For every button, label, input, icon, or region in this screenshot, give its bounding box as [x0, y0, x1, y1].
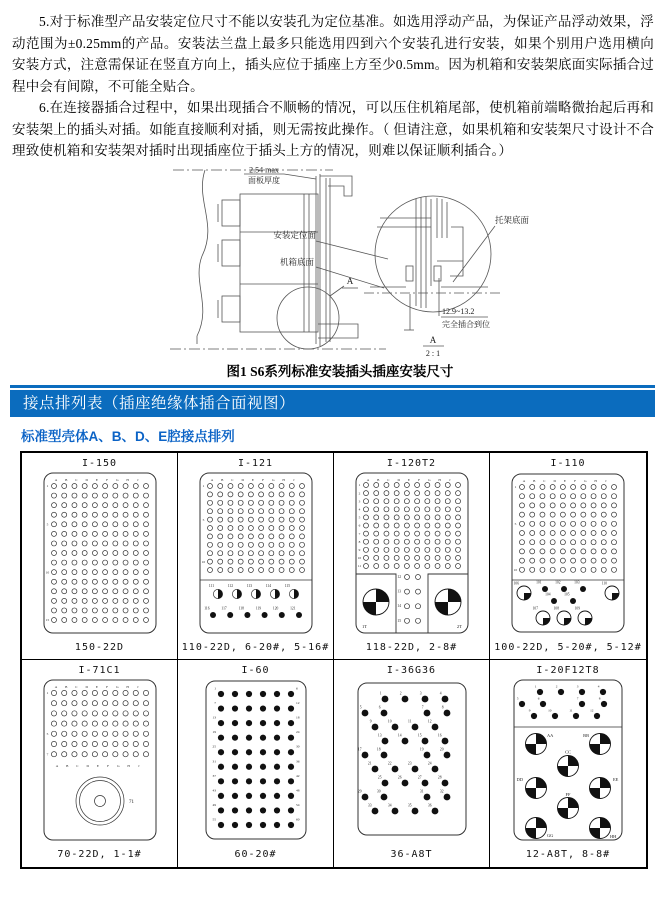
svg-text:C: C	[386, 477, 390, 482]
svg-text:F: F	[417, 477, 420, 482]
svg-text:4: 4	[597, 684, 600, 688]
connector-title: I-60	[241, 664, 270, 676]
connector-label: 100-22D, 5-20#, 5-12#	[494, 641, 642, 653]
svg-text:A: A	[366, 477, 369, 482]
svg-text:16: 16	[437, 733, 441, 737]
detail-name-label: A	[429, 334, 437, 345]
connector-diagram-I-71C1	[25, 677, 175, 849]
svg-text:1: 1	[213, 686, 216, 690]
connector-label: 70-22D, 1-1#	[57, 848, 142, 860]
svg-text:116: 116	[203, 606, 209, 610]
svg-text:H: H	[125, 477, 129, 482]
svg-text:E: E	[96, 763, 99, 768]
svg-text:1: 1	[358, 482, 360, 487]
svg-text:19: 19	[419, 747, 423, 751]
svg-text:7: 7	[358, 531, 360, 536]
connector-cell-I-110	[490, 453, 646, 660]
svg-text:21: 21	[367, 761, 371, 765]
svg-text:114: 114	[265, 583, 271, 588]
svg-text:F: F	[105, 477, 108, 482]
svg-text:10: 10	[387, 719, 391, 723]
svg-text:C: C	[74, 477, 78, 482]
svg-text:C: C	[230, 477, 234, 482]
svg-text:119: 119	[255, 606, 261, 610]
svg-text:113: 113	[246, 583, 252, 588]
connector-title: I-150	[81, 457, 118, 469]
svg-text:D: D	[84, 477, 88, 482]
panel-thickness-label: 面板厚度	[248, 175, 280, 185]
svg-text:10: 10	[357, 555, 361, 560]
connector-title: I-110	[550, 457, 586, 469]
svg-text:G: G	[115, 684, 119, 689]
connector-diagram-I-36G36	[337, 677, 487, 849]
svg-text:25: 25	[212, 744, 216, 749]
svg-text:AA: AA	[547, 732, 554, 738]
svg-text:BB: BB	[583, 732, 589, 738]
svg-text:55: 55	[212, 817, 216, 821]
svg-text:36: 36	[295, 758, 299, 763]
svg-text:A: A	[54, 477, 57, 482]
svg-text:6: 6	[358, 523, 360, 528]
svg-text:7: 7	[46, 751, 48, 756]
svg-text:15: 15	[396, 618, 401, 623]
svg-text:37: 37	[212, 773, 216, 778]
section-rule	[10, 385, 655, 388]
connector-label: 118-22D, 2-8#	[365, 641, 458, 653]
svg-text:11: 11	[407, 719, 411, 723]
svg-text:10: 10	[548, 708, 552, 712]
svg-text:C: C	[543, 478, 546, 483]
svg-text:J: J	[137, 763, 139, 768]
document-page	[0, 11, 665, 900]
svg-text:F: F	[106, 763, 109, 768]
svg-text:32: 32	[439, 789, 443, 793]
svg-text:B: B	[220, 477, 223, 482]
svg-text:H: H	[437, 477, 441, 482]
connector-label: 36-A8T	[390, 848, 433, 860]
svg-text:103: 103	[574, 580, 580, 584]
connector-diagram-I-120T2	[337, 470, 487, 642]
dim-detail-label: 12.9~13.2	[442, 306, 475, 316]
section-header-bar	[10, 390, 655, 417]
svg-text:8: 8	[441, 705, 443, 709]
svg-text:A: A	[210, 477, 213, 482]
connector-cell-I-150	[22, 453, 178, 660]
svg-text:G: G	[427, 477, 431, 482]
svg-text:G: G	[584, 478, 587, 483]
svg-text:35: 35	[407, 803, 411, 807]
svg-text:6: 6	[537, 696, 540, 700]
svg-text:C: C	[74, 684, 78, 689]
svg-text:2: 2	[358, 490, 360, 495]
svg-text:10: 10	[45, 569, 49, 574]
svg-text:115: 115	[284, 583, 290, 588]
svg-text:26: 26	[397, 775, 401, 779]
svg-text:13: 13	[377, 733, 381, 737]
connector-cell-I-121	[178, 453, 334, 660]
svg-text:31: 31	[419, 789, 423, 793]
svg-text:28: 28	[437, 775, 441, 779]
svg-text:G: G	[115, 477, 119, 482]
connector-diagram-I-150	[25, 470, 175, 642]
full-mate-label: 完全插合到位	[442, 319, 490, 329]
svg-text:E: E	[251, 477, 254, 482]
svg-text:J: J	[605, 478, 607, 483]
bracket-bottom-label: 托架底面	[495, 214, 530, 225]
svg-text:B: B	[64, 477, 67, 482]
svg-text:34: 34	[387, 803, 391, 807]
svg-text:J: J	[292, 477, 294, 482]
svg-text:20: 20	[439, 747, 443, 751]
connector-label: 150-22D	[74, 641, 125, 653]
svg-text:33: 33	[367, 803, 371, 807]
svg-text:111: 111	[208, 583, 214, 588]
paragraph-6: 6.在连接器插合过程中，如果出现插合不顺畅的情况，可以压住机箱尾部，使机箱前端略微抬起后再和安装架上的插头对插。如能直接顺利对插，则无需按此操作。（ 但请注意，如果机箱和安装架尺寸设计不合理致使机箱和安装架对插时出现插座位于插头上方的情况，则难以保证顺利插合。）	[12, 100, 654, 158]
svg-text:18: 18	[376, 747, 380, 751]
svg-text:D: D	[84, 684, 88, 689]
svg-text:5: 5	[46, 731, 48, 736]
svg-text:12: 12	[427, 719, 431, 723]
svg-text:112: 112	[227, 583, 233, 588]
svg-text:1: 1	[46, 483, 48, 488]
svg-text:54: 54	[295, 802, 299, 807]
svg-text:B: B	[533, 478, 536, 483]
svg-text:H: H	[281, 477, 285, 482]
svg-text:7: 7	[421, 705, 423, 709]
svg-text:G: G	[271, 477, 275, 482]
svg-text:B: B	[65, 763, 68, 768]
svg-text:E: E	[563, 478, 566, 483]
connector-title: I-36G36	[386, 664, 437, 676]
figure-detail-view	[148, 166, 665, 358]
svg-text:24: 24	[427, 761, 431, 765]
svg-text:105: 105	[564, 592, 570, 596]
svg-text:36: 36	[427, 803, 431, 807]
svg-text:D: D	[396, 477, 400, 482]
svg-text:107: 107	[532, 606, 538, 610]
connector-label: 110-22D, 6-20#, 5-16#	[181, 641, 330, 653]
connector-title: I-121	[237, 457, 274, 469]
svg-text:J: J	[136, 684, 138, 689]
svg-text:GG: GG	[547, 832, 554, 838]
svg-text:E: E	[95, 684, 98, 689]
connector-diagram-I-20F12T8	[493, 677, 643, 849]
svg-text:42: 42	[295, 773, 299, 778]
svg-text:49: 49	[212, 802, 216, 807]
svg-text:120: 120	[272, 606, 278, 610]
svg-text:F: F	[261, 477, 264, 482]
svg-text:FF: FF	[565, 791, 571, 797]
svg-text:15: 15	[417, 733, 421, 737]
section-header-text: 接点排列表（插座绝缘体插合面视图）	[23, 394, 296, 412]
svg-text:11: 11	[569, 708, 573, 712]
connector-cell-I-60	[178, 660, 334, 867]
svg-text:5: 5	[202, 517, 204, 522]
svg-text:1: 1	[379, 691, 381, 695]
svg-text:1T: 1T	[361, 623, 367, 629]
svg-text:13: 13	[396, 589, 401, 594]
svg-text:13: 13	[212, 715, 216, 720]
svg-text:30: 30	[376, 789, 380, 793]
svg-text:E: E	[407, 477, 410, 482]
svg-text:5: 5	[359, 705, 361, 709]
svg-text:B: B	[64, 684, 67, 689]
svg-text:15: 15	[45, 617, 49, 622]
figure-1	[0, 166, 665, 358]
svg-text:EE: EE	[613, 776, 619, 782]
svg-text:17: 17	[357, 747, 361, 751]
svg-text:1: 1	[46, 690, 48, 695]
svg-text:H: H	[126, 763, 130, 768]
svg-text:29: 29	[357, 789, 361, 793]
svg-text:6: 6	[378, 705, 380, 709]
svg-text:108: 108	[553, 606, 559, 610]
connector-cell-I-36G36	[334, 660, 490, 867]
svg-text:121: 121	[289, 606, 295, 610]
svg-text:2: 2	[399, 691, 401, 695]
svg-text:CC: CC	[565, 749, 571, 754]
svg-text:D: D	[240, 477, 244, 482]
svg-text:J: J	[136, 477, 138, 482]
figure-caption: 图1 S6系列标准安装插头插座安装尺寸	[226, 363, 454, 379]
svg-text:31: 31	[212, 758, 216, 763]
connector-diagram-I-110	[493, 470, 643, 642]
svg-text:2: 2	[555, 684, 558, 688]
svg-text:G: G	[116, 763, 120, 768]
svg-text:109: 109	[574, 606, 580, 610]
svg-text:22: 22	[387, 761, 391, 765]
svg-text:D: D	[553, 478, 556, 483]
svg-text:3: 3	[419, 691, 421, 695]
svg-text:6: 6	[295, 686, 298, 690]
svg-text:14: 14	[397, 733, 401, 737]
svg-text:48: 48	[295, 787, 299, 792]
connector-title: I-20F12T8	[536, 664, 600, 676]
svg-text:4: 4	[439, 691, 441, 695]
svg-text:HH: HH	[610, 833, 617, 839]
connector-table	[20, 451, 648, 869]
svg-text:30: 30	[295, 744, 299, 749]
svg-text:27: 27	[417, 775, 421, 779]
svg-text:7: 7	[213, 700, 216, 705]
detail-scale-label: 2 : 1	[425, 348, 441, 358]
connector-cell-I-120T2	[334, 453, 490, 660]
svg-text:F: F	[105, 684, 108, 689]
svg-text:8: 8	[358, 539, 360, 544]
svg-text:3: 3	[576, 684, 579, 688]
svg-text:18: 18	[295, 715, 299, 720]
chassis-bottom-label: 机箱底面	[279, 256, 314, 267]
svg-text:9: 9	[358, 547, 360, 552]
svg-text:110: 110	[601, 581, 607, 585]
svg-text:B: B	[376, 477, 379, 482]
svg-text:5: 5	[46, 521, 48, 526]
svg-text:3: 3	[358, 498, 360, 503]
mount-surface-label: 安装定位面	[273, 229, 316, 240]
detail-ref-label: A	[346, 275, 354, 286]
svg-text:106: 106	[513, 581, 519, 585]
connector-diagram-I-60	[181, 677, 331, 849]
svg-text:2T: 2T	[456, 623, 462, 629]
connector-diagram-I-121	[181, 470, 331, 642]
dim-top-label: 2.54 max	[249, 165, 279, 174]
svg-text:1: 1	[514, 484, 517, 489]
connector-label: 60-20#	[234, 848, 277, 860]
paragraph-5: 5.对于标准型产品安装定位尺寸不能以安装孔为定位基准。如选用浮动产品，为保证产品浮动效果，浮动范围为±0.25mm的产品。安装法兰盘上最多只能选用四到六个安装孔进行安装，如果个别用户选用横向安装方式，注意需保证在竖直方向上，插头应位于插座上方至少0.5mm。因为机箱和安装架底面实际插合过程中会有间隙，不可能全贴合。	[12, 14, 654, 94]
svg-text:101: 101	[536, 580, 542, 584]
svg-text:19: 19	[212, 729, 216, 734]
svg-text:25: 25	[377, 775, 381, 779]
svg-text:14: 14	[396, 603, 401, 608]
connector-title: I-71C1	[78, 664, 121, 676]
svg-text:12: 12	[590, 708, 594, 712]
svg-text:117: 117	[220, 606, 227, 610]
svg-text:C: C	[75, 763, 79, 768]
svg-text:10: 10	[513, 567, 518, 572]
svg-text:102: 102	[555, 580, 561, 584]
svg-text:71: 71	[128, 799, 134, 805]
connector-cell-I-20F12T8	[490, 660, 646, 867]
svg-text:F: F	[574, 478, 577, 483]
svg-text:8: 8	[598, 696, 601, 700]
svg-text:10: 10	[201, 559, 205, 564]
connector-cell-I-71C1	[22, 660, 178, 867]
svg-text:24: 24	[295, 729, 299, 734]
svg-text:J: J	[448, 477, 450, 482]
svg-text:A: A	[55, 763, 58, 768]
svg-text:A: A	[54, 684, 57, 689]
svg-text:104: 104	[545, 592, 551, 596]
svg-text:A: A	[522, 478, 526, 483]
connector-title: I-120T2	[386, 457, 437, 469]
section-subtitle: 标准型壳体A、B、D、E腔接点排列	[21, 428, 235, 444]
svg-text:4: 4	[358, 507, 360, 511]
svg-text:23: 23	[407, 761, 411, 765]
connector-label: 12-A8T, 8-8#	[525, 848, 611, 860]
svg-text:1: 1	[202, 483, 204, 488]
svg-text:H: H	[594, 478, 597, 483]
svg-text:DD: DD	[516, 776, 523, 782]
svg-text:12: 12	[396, 574, 401, 579]
svg-text:1: 1	[534, 684, 537, 688]
svg-text:60: 60	[295, 817, 299, 821]
svg-text:43: 43	[212, 787, 216, 792]
svg-text:9: 9	[528, 708, 531, 712]
svg-text:118: 118	[238, 606, 244, 610]
svg-text:E: E	[95, 477, 98, 482]
svg-text:9: 9	[369, 719, 371, 723]
svg-text:7: 7	[576, 696, 579, 700]
svg-text:D: D	[85, 763, 89, 768]
svg-text:H: H	[125, 684, 129, 689]
svg-text:11: 11	[357, 563, 361, 568]
svg-text:5: 5	[514, 521, 517, 526]
svg-text:12: 12	[295, 700, 299, 705]
svg-text:5: 5	[516, 696, 519, 700]
svg-text:5: 5	[358, 515, 360, 520]
